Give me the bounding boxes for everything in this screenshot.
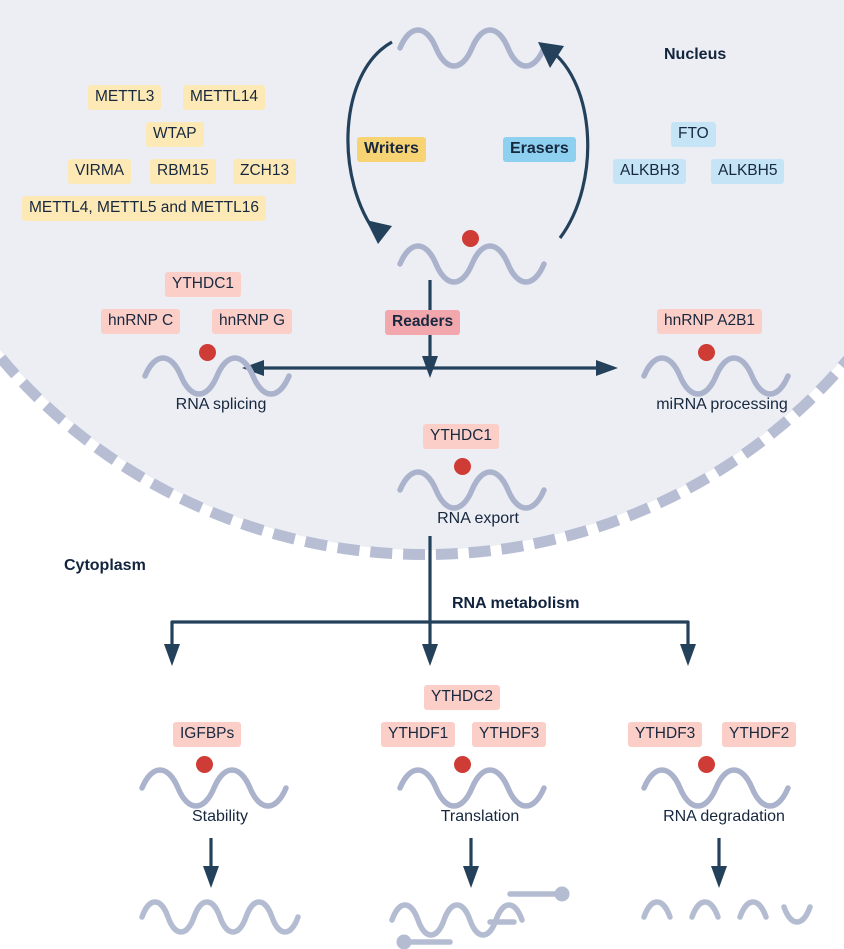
writers-badge: Writers <box>357 137 426 162</box>
rna-fragments-degradation <box>640 893 810 933</box>
metabolism-arrow-tree <box>120 536 740 676</box>
reader-tag-ythdf1: YTHDF1 <box>381 722 455 747</box>
rna-strand-splicing <box>141 350 301 386</box>
writer-tag-rbm15: RBM15 <box>150 159 216 184</box>
reader-tag-ythdf2: YTHDF2 <box>722 722 796 747</box>
methyl-mark-dot <box>454 756 471 773</box>
writer-tag-zch13: ZCH13 <box>233 159 296 184</box>
rna-strand-stability-outcome <box>138 893 298 933</box>
writer-tag-mettl4-5-16: METTL4, METTL5 and METTL16 <box>22 196 266 221</box>
arrow-degradation-outcome <box>704 838 734 892</box>
caption-mirna-processing: miRNA processing <box>656 396 788 413</box>
caption-rna-export: RNA export <box>437 510 519 527</box>
caption-rna-degradation: RNA degradation <box>663 808 785 825</box>
methyl-mark-dot <box>454 458 471 475</box>
writer-tag-virma: VIRMA <box>68 159 131 184</box>
rna-strand-translation-outcome <box>386 880 576 946</box>
reader-tag-hnrnpc: hnRNP C <box>101 309 180 334</box>
rna-strand-mirna <box>640 350 800 386</box>
reader-tag-ythdc2: YTHDC2 <box>424 685 500 710</box>
rna-strand-export <box>396 464 556 500</box>
eraser-tag-alkbh3: ALKBH3 <box>613 159 686 184</box>
eraser-tag-fto: FTO <box>671 122 716 147</box>
erasers-badge: Erasers <box>503 137 576 162</box>
writer-tag-mettl14: METTL14 <box>183 85 265 110</box>
methyl-mark-dot <box>698 344 715 361</box>
rna-strand-degradation <box>640 762 800 798</box>
caption-rna-splicing: RNA splicing <box>175 396 267 413</box>
reader-tag-ythdf3-degradation: YTHDF3 <box>628 722 702 747</box>
nucleus-label: Nucleus <box>664 46 727 63</box>
reader-tag-ythdf3-translation: YTHDF3 <box>472 722 546 747</box>
rna-strand-stability <box>138 762 298 798</box>
rna-strand-translation <box>396 762 556 798</box>
writer-tag-wtap: WTAP <box>146 122 204 147</box>
reader-tag-ythdc1-splicing: YTHDC1 <box>165 272 241 297</box>
reader-tag-ythdc1-export: YTHDC1 <box>423 424 499 449</box>
methyl-mark-dot <box>196 756 213 773</box>
arrow-stability-outcome <box>196 838 226 892</box>
methyl-mark-dot <box>199 344 216 361</box>
caption-translation: Translation <box>440 808 520 825</box>
cytoplasm-label: Cytoplasm <box>64 557 146 574</box>
methyl-mark-dot <box>698 756 715 773</box>
readers-badge: Readers <box>385 310 460 335</box>
reader-tag-igfbps: IGFBPs <box>173 722 241 747</box>
writer-tag-mettl3: METTL3 <box>88 85 161 110</box>
reader-tag-hnrnpa2b1: hnRNP A2B1 <box>657 309 762 334</box>
rna-metabolism-label: RNA metabolism <box>452 595 580 612</box>
caption-stability: Stability <box>191 808 249 825</box>
reader-tag-hnrnpg: hnRNP G <box>212 309 292 334</box>
eraser-tag-alkbh5: ALKBH5 <box>711 159 784 184</box>
